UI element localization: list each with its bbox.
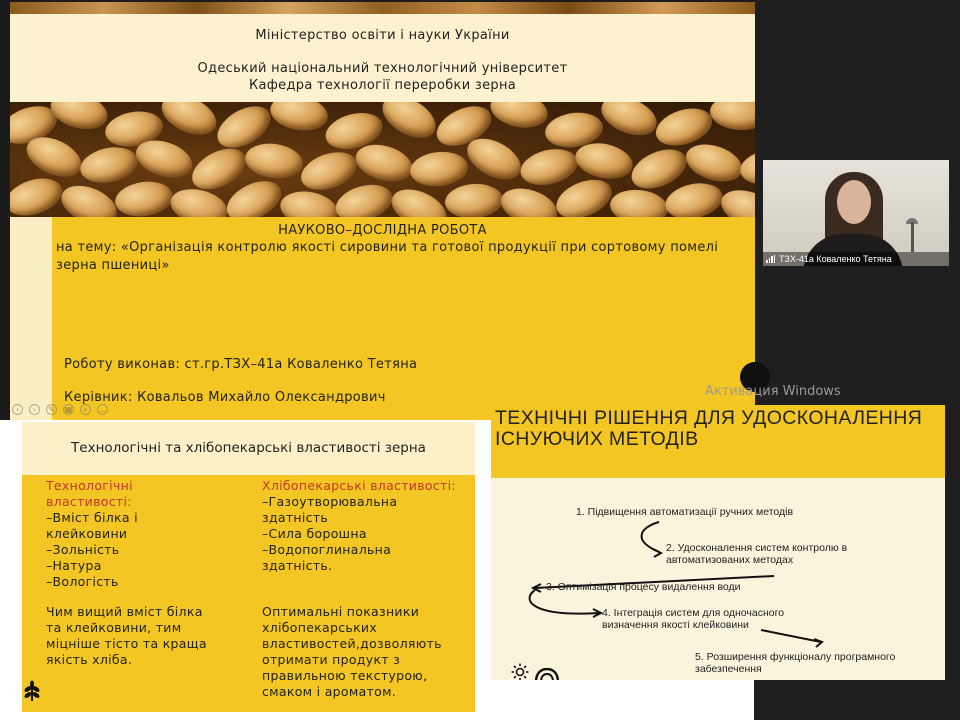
grid-icon[interactable]: ▦ (64, 405, 73, 414)
wheat-grain (596, 102, 663, 143)
participant-video-tile[interactable] (763, 160, 949, 266)
participant-name: ТЗХ-41а Коваленко Тетяна (779, 254, 892, 264)
sun-icon (511, 663, 529, 680)
participant-face (837, 180, 871, 224)
wheat-grain (608, 187, 669, 217)
right-note-line: властивостей,дозволяють (262, 636, 442, 651)
step-3: 3. Оптимізація процесу видалення води (546, 581, 741, 593)
ministry-text: Міністерство освіти і науки України (255, 28, 510, 43)
wheat-grain (496, 182, 562, 217)
step-5 (695, 651, 895, 675)
wheat-grain (267, 102, 330, 135)
step-4 (602, 607, 784, 631)
step-2 (666, 542, 847, 566)
author-text: Роботу виконав: ст.гр.ТЗХ–41а Коваленко Тетяна (64, 357, 418, 372)
slide-properties (22, 422, 475, 712)
wheat-grain (277, 187, 340, 217)
right-item: –Газоутворювальна (262, 494, 398, 509)
work-type-heading: НАУКОВО–ДОСЛІДНА РОБОТА (278, 223, 487, 238)
wheat-grain (113, 178, 175, 217)
wheat-grain (444, 182, 504, 217)
left-note (46, 604, 207, 668)
wheat-grain (47, 102, 112, 135)
right-item: –Сила борошна (262, 526, 367, 541)
step-5-line-1: 5. Розширення функціоналу програмного (695, 651, 896, 663)
wheat-grain (681, 138, 747, 188)
left-item: –Зольність (46, 542, 120, 557)
left-note-line: міцніше тісто та краща (46, 636, 207, 651)
wheat-grain (243, 140, 305, 182)
slide-left-band (10, 217, 52, 420)
left-item: –Вологість (46, 574, 119, 589)
next-slide-icon[interactable]: › (29, 404, 40, 415)
step-1: 1. Підвищення автоматизації ручних методів (576, 506, 794, 518)
slide3-title-line-2: ІСНУЮЧИХ МЕТОДІВ (495, 428, 699, 450)
wheat-grain (167, 183, 232, 217)
wheat-grain (662, 178, 726, 217)
department-text: Кафедра технології переробки зерна (248, 78, 517, 93)
step-2-line-2: автоматизованих методах (666, 554, 794, 566)
slide2-title: Технологічні та хлібопекарські властивості зерна (71, 440, 426, 456)
left-note-line: якість хліба. (46, 652, 133, 667)
step-4-line-2: визначення якості клейковини (602, 619, 749, 631)
right-heading: Хлібопекарські властивості: (262, 478, 456, 493)
right-note-line: смаком і ароматом. (262, 684, 397, 699)
left-item: –Натура (46, 558, 102, 573)
wheat-grain (331, 179, 396, 217)
slide3-title-line-1: ТЕХНІЧНІ РІШЕННЯ ДЛЯ УДОСКОНАЛЕННЯ (495, 407, 923, 429)
right-item: –Водопоглинальна (262, 542, 392, 557)
wheat-grain (408, 149, 469, 189)
wheat-grain (716, 183, 755, 217)
pen-icon[interactable]: ✎ (46, 404, 57, 415)
right-item: здатність. (262, 558, 333, 573)
right-note-line: хлібопекарських (262, 620, 378, 635)
wheat-grain (517, 143, 582, 190)
wheat-grain (56, 178, 123, 217)
right-item: здатність (262, 510, 329, 525)
wheat-grain-photo (10, 102, 755, 217)
shared-slide-title (10, 2, 755, 420)
signal-icon (766, 255, 775, 263)
left-note-line: та клейковини, тим (46, 620, 182, 635)
wheat-grain (386, 182, 453, 217)
slide-technical-solutions (491, 405, 945, 680)
left-item: –Вміст білка і (46, 510, 138, 525)
wheat-grain (10, 172, 67, 217)
wheat-grain (375, 102, 442, 146)
step-5-line-2: забезпечення (695, 663, 762, 675)
wheat-grain (737, 145, 755, 189)
wheat-grain (709, 102, 755, 132)
topic-line-2: зерна пшениці» (56, 258, 170, 273)
university-text: Одеський національний технологічний університет (197, 61, 568, 76)
wheat-grain (156, 102, 223, 143)
left-note-line: Чим вищий вміст білка (46, 604, 203, 619)
left-heading-2: властивості: (46, 494, 132, 509)
participant-name-label (763, 252, 949, 266)
right-note-line: правильною текстурою, (262, 668, 428, 683)
slide-controls[interactable] (12, 404, 108, 418)
step-2-line-1: 2. Удосконалення систем контролю в (666, 542, 848, 554)
prev-slide-icon[interactable]: ‹ (12, 404, 23, 415)
step-4-line-1: 4. Інтеграція систем для одночасного (602, 607, 785, 619)
left-item: клейковини (46, 526, 128, 541)
zoom-icon[interactable]: ⌕ (80, 404, 91, 415)
wheat-grain (77, 142, 141, 187)
topic-line-1: на тему: «Організація контролю якості сировини та готової продукції при сортовому помелі (56, 240, 719, 255)
right-note-line: Оптимальні показники (262, 604, 420, 619)
wheat-grain (487, 102, 551, 133)
right-column (262, 478, 456, 574)
left-heading-1: Технологічні (46, 478, 133, 493)
right-note-line: отримати продукт з (262, 652, 401, 667)
shield-icon (534, 668, 560, 680)
left-column (46, 478, 138, 590)
supervisor-text: Керівник: Ковальов Михайло Олександрович (64, 390, 386, 405)
windows-activation-watermark: Активация Windows (705, 384, 841, 399)
leaf-icon (22, 680, 42, 702)
more-icon[interactable]: … (98, 405, 107, 414)
lamp-stand (911, 222, 914, 252)
right-note (262, 604, 442, 700)
grain-strip-image (10, 2, 755, 14)
